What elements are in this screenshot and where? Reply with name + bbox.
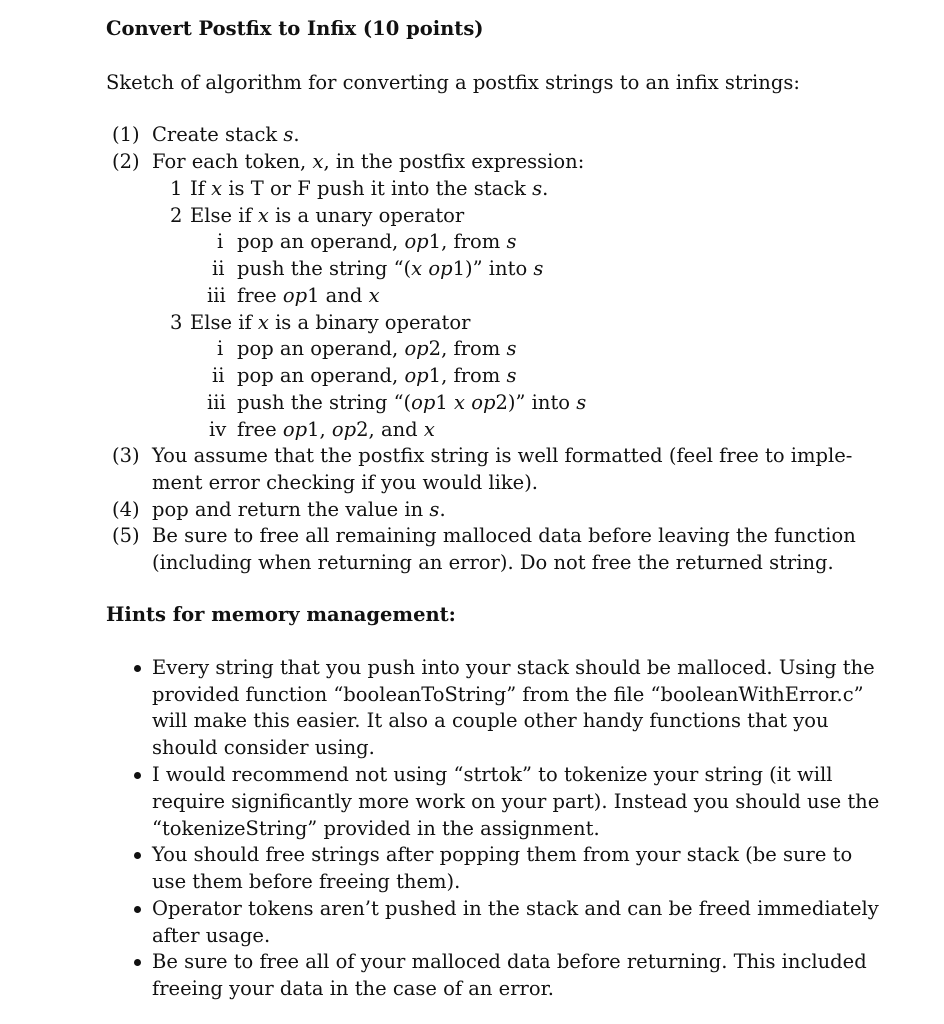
step-3-line-1: You assume that the postfix string is well formatted (feel free to imple- bbox=[152, 444, 853, 467]
step-2-2-i-number: i bbox=[217, 230, 224, 253]
bullet-icon bbox=[134, 959, 141, 966]
bullet-icon bbox=[134, 772, 141, 779]
step-2-3-number: 3 bbox=[170, 311, 183, 334]
step-3-line-2: ment error checking if you would like). bbox=[152, 471, 539, 494]
step-1-text: Create stack s. bbox=[152, 123, 300, 146]
hint-1-line-2: provided function “booleanToString” from the file “booleanWithError.c” bbox=[152, 683, 864, 706]
step-2-1-text: If x is T or F push it into the stack s. bbox=[190, 177, 549, 200]
step-2-2-ii-text: push the string “(x op1)” into s bbox=[237, 257, 544, 280]
step-2-3-iv-number: iv bbox=[209, 418, 227, 441]
step-1-number: (1) bbox=[112, 123, 140, 146]
step-2-3-ii-number: ii bbox=[212, 364, 225, 387]
step-2-3-text: Else if x is a binary operator bbox=[190, 311, 471, 334]
step-4-number: (4) bbox=[112, 498, 140, 521]
step-2-text: For each token, x, in the postfix expression: bbox=[152, 150, 585, 173]
hint-2-line-3: “tokenizeString” provided in the assignment. bbox=[152, 817, 600, 840]
hint-5-line-2: freeing your data in the case of an error. bbox=[152, 977, 554, 1000]
hint-3-line-2: use them before freeing them). bbox=[152, 870, 461, 893]
hint-5-line-1: Be sure to free all of your malloced data before returning. This included bbox=[152, 950, 867, 973]
step-5-number: (5) bbox=[112, 524, 140, 547]
hint-1-line-4: should consider using. bbox=[152, 736, 375, 759]
step-5-line-2: (including when returning an error). Do not free the returned string. bbox=[152, 551, 834, 574]
hint-4-line-1: Operator tokens aren’t pushed in the stack and can be freed immediately bbox=[152, 897, 879, 920]
step-2-3-iii-number: iii bbox=[207, 391, 226, 414]
bullet-icon bbox=[134, 906, 141, 913]
hint-4-line-2: after usage. bbox=[152, 924, 271, 947]
step-2-2-ii-number: ii bbox=[212, 257, 225, 280]
hint-3-line-1: You should free strings after popping them from your stack (be sure to bbox=[152, 843, 853, 866]
step-2-3-iv-text: free op1, op2, and x bbox=[237, 418, 435, 441]
step-2-1-number: 1 bbox=[170, 177, 183, 200]
bullet-icon bbox=[134, 852, 141, 859]
step-2-3-ii-text: pop an operand, op1, from s bbox=[237, 364, 517, 387]
hint-2-line-1: I would recommend not using “strtok” to tokenize your string (it will bbox=[152, 763, 833, 786]
hint-1-line-3: will make this easier. It also a couple other handy functions that you bbox=[152, 709, 829, 732]
step-2-2-text: Else if x is a unary operator bbox=[190, 204, 465, 227]
step-2-number: (2) bbox=[112, 150, 140, 173]
hint-1-line-1: Every string that you push into your stack should be malloced. Using the bbox=[152, 656, 875, 679]
page-title: Convert Postfix to Infix (10 points) bbox=[106, 17, 484, 40]
step-5-line-1: Be sure to free all remaining malloced data before leaving the function bbox=[152, 524, 856, 547]
step-2-3-i-number: i bbox=[217, 337, 224, 360]
bullet-icon bbox=[134, 665, 141, 672]
step-2-2-number: 2 bbox=[170, 204, 183, 227]
step-2-3-iii-text: push the string “(op1 x op2)” into s bbox=[237, 391, 587, 414]
step-2-2-i-text: pop an operand, op1, from s bbox=[237, 230, 517, 253]
intro-text: Sketch of algorithm for converting a postfix strings to an infix strings: bbox=[106, 71, 800, 94]
hints-title: Hints for memory management: bbox=[106, 603, 456, 626]
step-4-text: pop and return the value in s. bbox=[152, 498, 446, 521]
hint-2-line-2: require significantly more work on your part). Instead you should use the bbox=[152, 790, 880, 813]
step-2-3-i-text: pop an operand, op2, from s bbox=[237, 337, 517, 360]
step-2-2-iii-number: iii bbox=[207, 284, 226, 307]
step-3-number: (3) bbox=[112, 444, 140, 467]
step-2-2-iii-text: free op1 and x bbox=[237, 284, 380, 307]
